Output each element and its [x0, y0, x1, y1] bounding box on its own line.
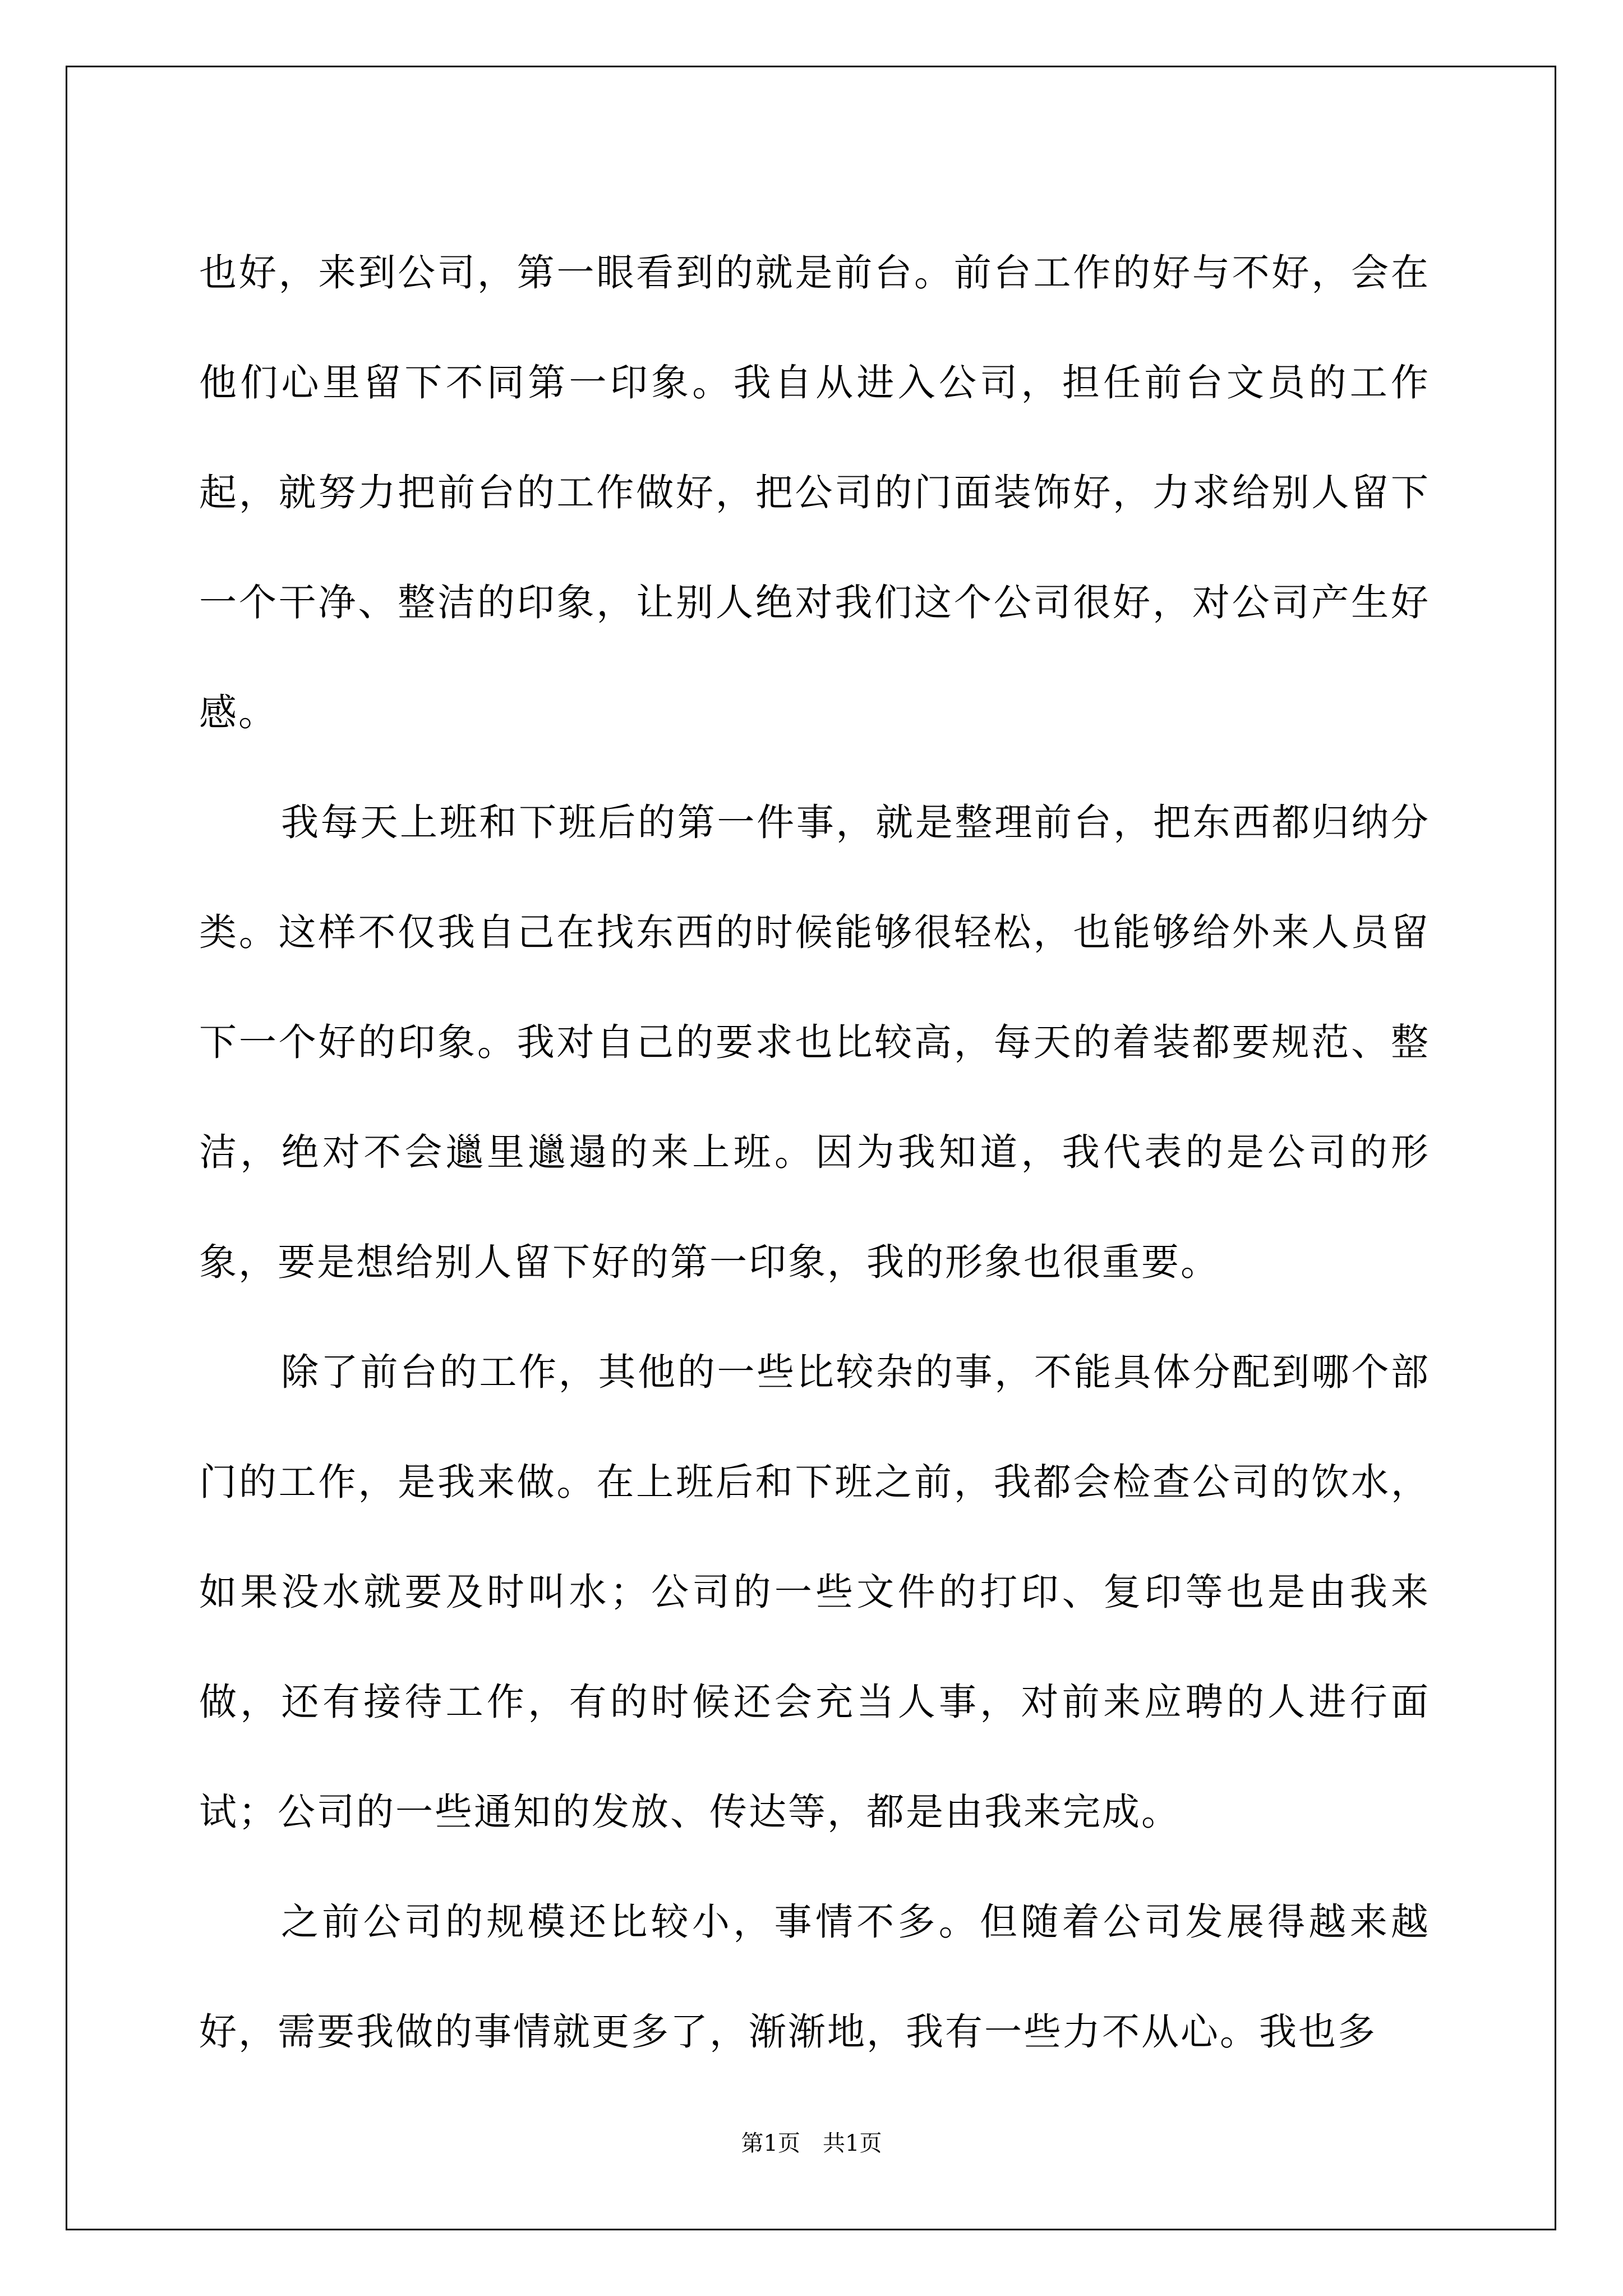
page-footer: 第1页 共1页	[741, 2131, 882, 2156]
paragraph: 我每天上班和下班后的第一件事，就是整理前台，把东西都归纳分类。这样不仅我自己在找东西的时候能够很轻松，也能够给外来人员留下一个好的印象。我对自己的要求也比较高，每天的着装都要规范、整洁，绝对不会邋里邋遢的来上班。因为我知道，我代表的是公司的形象，要是想给别人留下好的第一印象，我的形象也很重要。	[199, 800, 1430, 1284]
document-body	[199, 218, 1430, 2087]
paragraph: 之前公司的规模还比较小，事情不多。但随着公司发展得越来越好，需要我做的事情就更多了，渐渐地，我有一些力不从心。我也多	[199, 1900, 1430, 2054]
paragraph: 除了前台的工作，其他的一些比较杂的事，不能具体分配到哪个部门的工作，是我来做。在上班后和下班之前，我都会检查公司的饮水，如果没水就要及时叫水；公司的一些文件的打印、复印等也是由我来做，还有接待工作，有的时候还会充当人事，对前来应聘的人进行面试；公司的一些通知的发放、传达等，都是由我来完成。	[199, 1350, 1430, 1834]
paragraph: 也好，来到公司，第一眼看到的就是前台。前台工作的好与不好，会在他们心里留下不同第一印象。我自从进入公司，担任前台文员的工作起，就努力把前台的工作做好，把公司的门面装饰好，力求给别人留下一个干净、整洁的印象，让别人绝对我们这个公司很好，对公司产生好感。	[199, 251, 1430, 734]
